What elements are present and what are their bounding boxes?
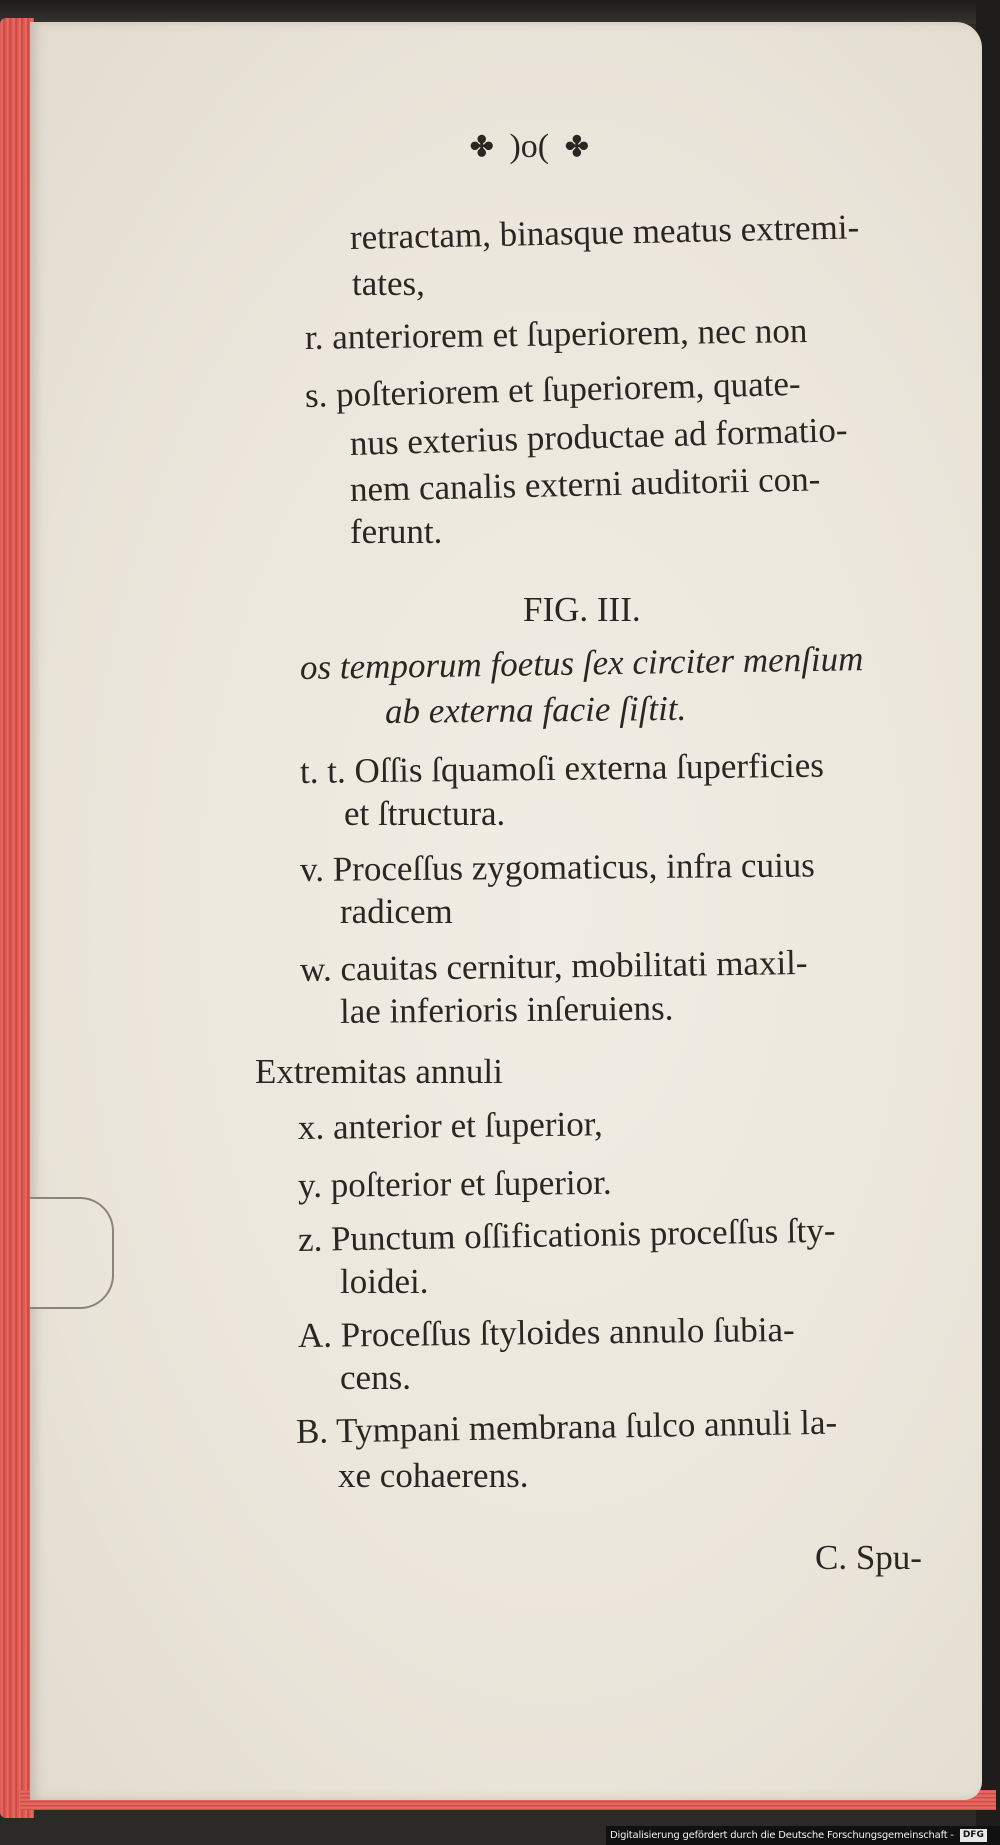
text-line: y. poſterior et ſuperior. <box>297 1162 612 1205</box>
text-line: loidei. <box>340 1262 429 1301</box>
text-line: retractam, binasque meatus extremi- <box>349 207 860 257</box>
page-header <box>470 128 589 166</box>
text-line: nem canalis externi auditorii con- <box>349 459 821 509</box>
dfg-logo: DFG <box>960 1829 987 1842</box>
text-line: B. Tympani membrana ſulco annuli la- <box>295 1402 838 1451</box>
text-line: w. cauitas cernitur, mobilitati maxil- <box>299 942 808 989</box>
page-tab-marker <box>30 1197 114 1309</box>
text-line: xe cohaerens. <box>338 1456 529 1495</box>
book-page <box>30 22 982 1800</box>
text-line: z. Punctum oſſificationis proceſſus ſty- <box>297 1210 836 1259</box>
left-ornament-icon: ✤ <box>470 132 494 163</box>
text-line: nus exterius productae ad formatio- <box>349 410 848 463</box>
text-line: x. anterior et ſuperior, <box>297 1104 603 1147</box>
text-line: r. anteriorem et ſuperiorem, nec non <box>304 310 808 357</box>
digitization-credit-bar <box>606 1826 1000 1845</box>
scan-top-shadow <box>0 0 1000 24</box>
text-line: tates, <box>352 264 425 303</box>
text-line: cens. <box>340 1358 411 1397</box>
text-line: v. Proceſſus zygomaticus, infra cuius <box>299 845 815 889</box>
text-line: radicem <box>340 892 453 931</box>
text-line: et ſtructura. <box>344 794 506 833</box>
text-line: t. t. Oſſis ſquamoſi externa ſuperficies <box>299 745 825 791</box>
text-line: A. Proceſſus ſtyloides annulo ſubia- <box>297 1309 795 1355</box>
digitization-credit: Digitalisierung gefördert durch die Deutsche Forschungsgemeinschaft - <box>610 1830 954 1841</box>
book-red-edge <box>0 18 34 1818</box>
header-center: )o( <box>509 128 550 165</box>
text-line: lae inferioris inſeruiens. <box>339 988 674 1031</box>
text-line: s. poſteriorem et ſuperiorem, quate- <box>304 363 801 415</box>
catchword: C. Spu- <box>815 1538 922 1577</box>
figure-heading: FIG. III. <box>523 590 641 629</box>
text-line: os temporum foetus ſex circiter menſium <box>299 639 864 687</box>
text-line: Extremitas annuli <box>255 1052 503 1091</box>
text-line: ferunt. <box>350 512 443 551</box>
right-ornament-icon: ✤ <box>565 132 589 163</box>
text-line: ab externa facie ſiſtit. <box>384 688 687 731</box>
